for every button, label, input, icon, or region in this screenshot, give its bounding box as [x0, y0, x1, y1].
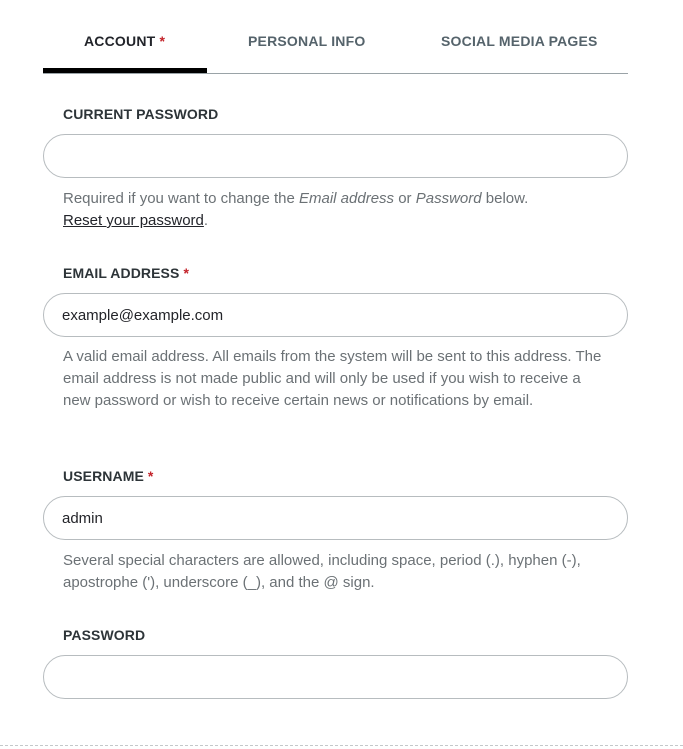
password-label — [63, 627, 145, 643]
required-marker: * — [147, 468, 154, 484]
current-password-input[interactable] — [43, 134, 628, 178]
email-help: A valid email address. All emails from the system will be sent to this address. The email address is not made public and will only be used if you wish to receive a new password or wish to receive certain news or notifications by email. — [63, 348, 602, 409]
help-text: below. — [481, 190, 529, 207]
help-text: . — [203, 212, 209, 229]
current-password-label — [63, 106, 218, 122]
email-field[interactable] — [43, 293, 628, 337]
current-password-label-text: CURRENT PASSWORD — [63, 106, 219, 122]
help-text: or — [394, 190, 416, 207]
username-label — [63, 468, 153, 484]
required-marker: * — [183, 265, 189, 281]
help-emphasis-email: Email address — [299, 190, 395, 207]
tab-social-media-pages[interactable] — [441, 33, 598, 49]
tab-social-media-pages-label: SOCIAL MEDIA PAGES — [441, 33, 598, 49]
active-tab-indicator — [43, 68, 207, 73]
password-input[interactable] — [43, 655, 628, 699]
tab-account-label: ACCOUNT — [84, 33, 156, 49]
reset-password-link[interactable]: Reset your password — [63, 212, 204, 229]
section-divider — [0, 745, 683, 746]
tab-account[interactable] — [84, 33, 165, 49]
current-password-help — [63, 188, 608, 232]
tab-personal-info[interactable] — [248, 33, 365, 49]
help-emphasis-password: Password — [415, 190, 482, 207]
tab-personal-info-label: PERSONAL INFO — [248, 33, 366, 49]
email-label-text: EMAIL ADDRESS — [63, 265, 180, 281]
help-text: Required if you want to change the — [63, 190, 299, 207]
form-tabs — [43, 0, 628, 74]
username-label-text: USERNAME — [63, 468, 144, 484]
email-label — [63, 265, 189, 281]
username-help: Several special characters are allowed, including space, period (.), hyphen (-), apostrophe ('), underscore (_), and the @ sign. — [63, 552, 581, 591]
required-marker: * — [159, 33, 166, 49]
password-label-text: PASSWORD — [63, 627, 146, 643]
username-field[interactable] — [43, 496, 628, 540]
